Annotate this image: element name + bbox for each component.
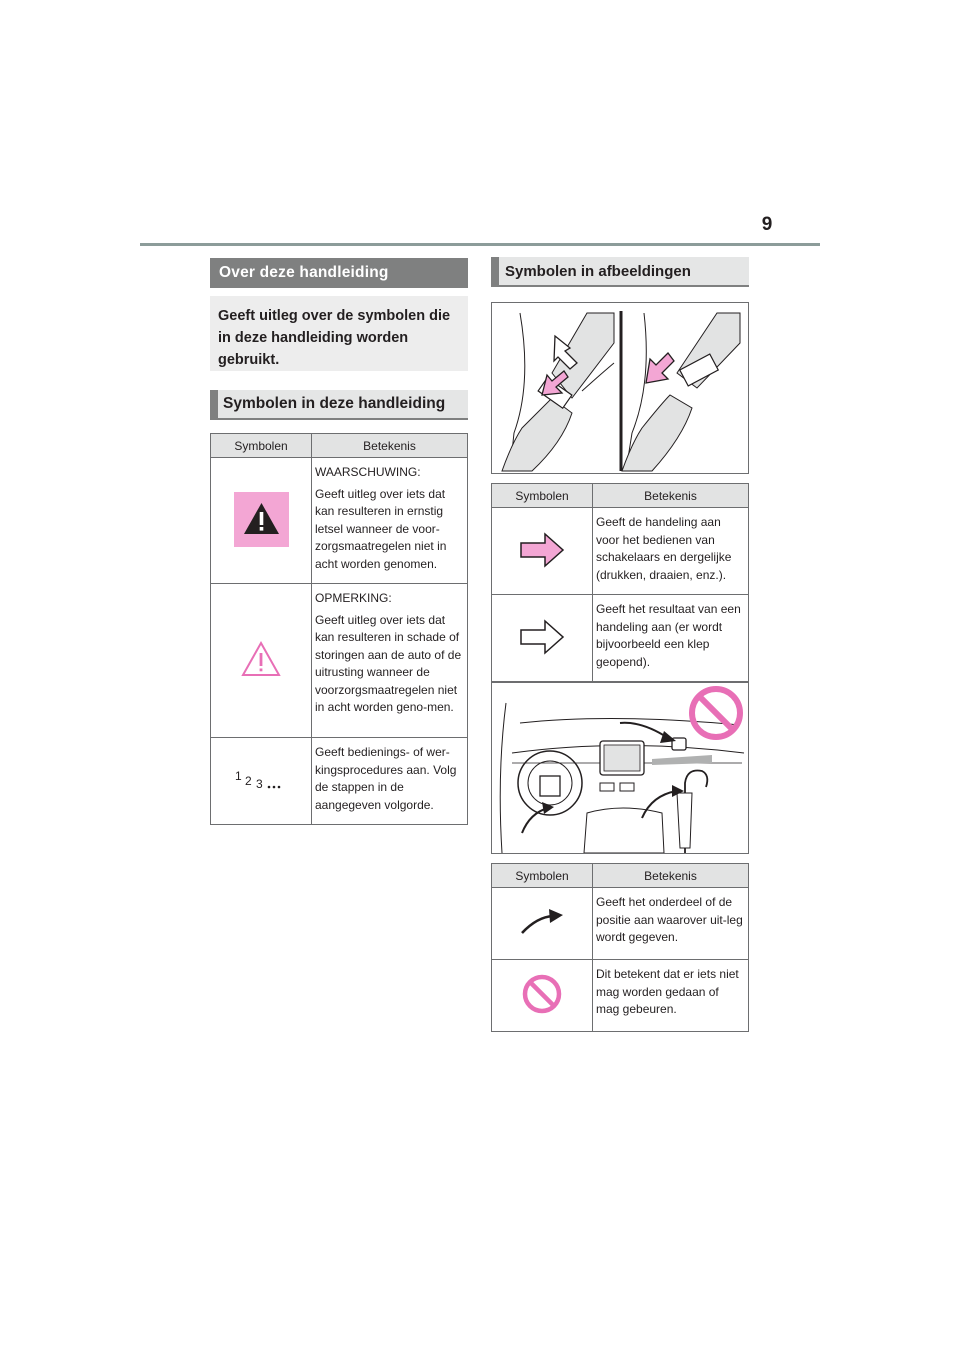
description-cell — [312, 458, 468, 584]
steps-text: Geeft bedienings- of wer-kingsprocedures aan. Volg de stappen in de aangegeven volgorde. — [315, 745, 457, 812]
description-cell — [593, 595, 749, 682]
table-row — [492, 888, 749, 960]
table-row — [492, 595, 749, 682]
section-title-over-deze-handleiding: Over deze handleiding — [210, 258, 468, 288]
table-header-symbolen: Symbolen — [211, 434, 312, 458]
result-arrow-text: Geeft het resultaat van een handeling aan (er wordt bijvoorbeeld een klep geopend). — [596, 602, 741, 669]
svg-text:2: 2 — [245, 773, 252, 788]
prohibited-icon — [521, 973, 563, 1015]
description-cell — [312, 738, 468, 825]
caution-title: OPMERKING: — [315, 591, 392, 605]
table-row — [211, 584, 468, 738]
svg-text:1: 1 — [235, 768, 242, 783]
outline-result-arrow-icon — [519, 619, 565, 655]
symbol-cell — [492, 960, 593, 1032]
symbol-cell — [211, 738, 312, 825]
page-number: 9 — [761, 214, 773, 235]
symbol-cell — [492, 595, 593, 682]
warning-triangle-filled-icon — [234, 492, 289, 547]
table-header-betekenis: Betekenis — [593, 484, 749, 508]
caution-text: Geeft uitleg over iets dat kan resulteren in schade of storingen aan de auto of de uitrusting wanneer de voorzorgsmaatregelen niet in acht worden geno-men. — [315, 612, 462, 714]
warning-title: WAARSCHUWING: — [315, 465, 421, 479]
table-header-symbolen: Symbolen — [492, 484, 593, 508]
symbols-table-left — [210, 433, 468, 825]
description-cell — [593, 888, 749, 960]
prohibited-text: Dit betekent dat er iets niet mag worden gedaan of mag gebeuren. — [596, 967, 739, 1016]
table-header-betekenis: Betekenis — [593, 864, 749, 888]
symbols-table-right-1 — [491, 483, 749, 682]
table-header-betekenis: Betekenis — [312, 434, 468, 458]
symbol-cell — [492, 508, 593, 595]
seatbelt-illustration — [491, 302, 749, 474]
action-arrow-text: Geeft de handeling aan voor het bedienen van schakelaars en dergelijke (drukken, draaien, enz.). — [596, 515, 732, 582]
symbols-table-right-2 — [491, 863, 749, 1032]
table-header-symbolen: Symbolen — [492, 864, 593, 888]
dashboard-illustration — [491, 682, 749, 854]
caution-triangle-outline-icon — [240, 640, 282, 678]
svg-text:3: 3 — [256, 776, 263, 791]
description-cell — [593, 960, 749, 1032]
table-row — [211, 458, 468, 584]
subsection-title-symbolen: Symbolen in deze handleiding — [210, 390, 468, 420]
symbol-cell — [211, 584, 312, 738]
table-row — [492, 960, 749, 1032]
warning-text: Geeft uitleg over iets dat kan resulteren in ernstig letsel wanneer de voor-zorgsmaatregelen niet in acht worden genomen. — [315, 486, 447, 571]
intro-text: Geeft uitleg over de symbolen die in deze handleiding worden gebruikt. — [210, 296, 468, 371]
pointer-arrow-icon — [519, 907, 565, 937]
section-title-symbolen-in-afbeeldingen: Symbolen in afbeeldingen — [491, 257, 749, 287]
step-numbers-icon — [233, 768, 289, 792]
description-cell — [312, 584, 468, 738]
pointer-arrow-text: Geeft het onderdeel of de positie aan waarover uit-leg wordt gegeven. — [596, 895, 743, 944]
pink-action-arrow-icon — [519, 532, 565, 568]
symbol-cell — [492, 888, 593, 960]
header-rule — [140, 243, 820, 246]
description-cell — [593, 508, 749, 595]
table-row — [211, 738, 468, 825]
table-row — [492, 508, 749, 595]
symbol-cell — [211, 458, 312, 584]
